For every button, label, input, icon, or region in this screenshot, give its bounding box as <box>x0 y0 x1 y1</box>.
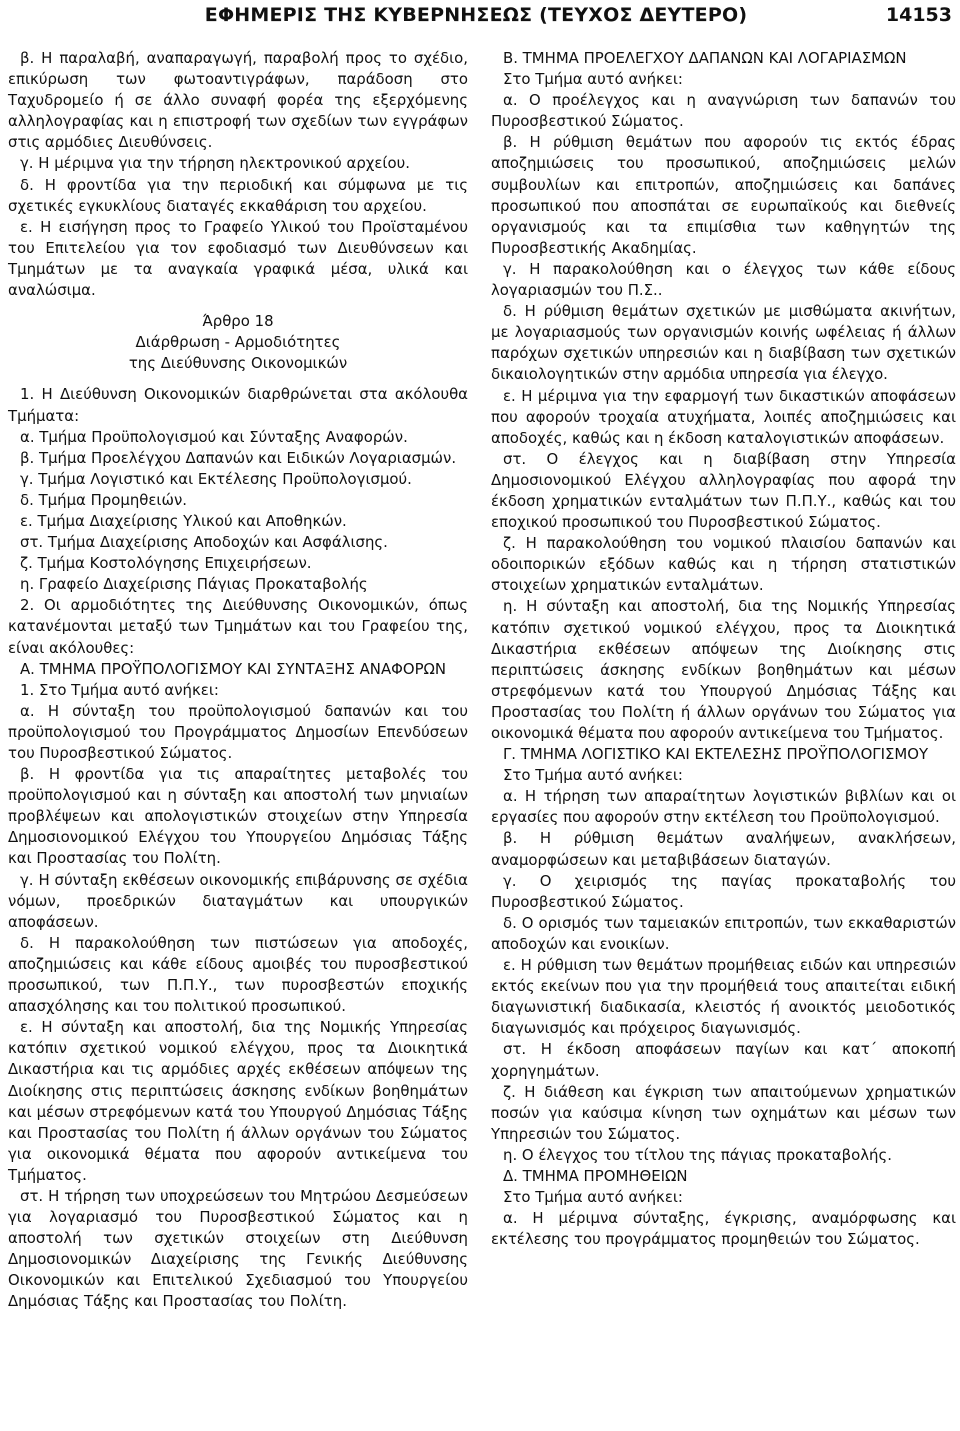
paragraph: δ. Ο ορισμός των ταμειακών επιτροπών, των εκκαθαριστών αποδοχών και ενοικίων. <box>491 913 956 953</box>
paragraph: β. Η ρύθμιση θεμάτων που αφορούν τις εκτός έδρας αποζημιώσεις του προσωπικού, αποζημιώσεις μελών συμβουλίων και επιτροπών, αποζημιώσεις και δαπάνες προσωπικού που αποσπάται σε ευρωπαϊκούς και διεθνείς οργανισμούς και τα επιμίσθια των καθηγητών της Πυροσβεστικής Ακαδημίας. <box>491 133 956 257</box>
paragraph: α. Η σύνταξη του προϋπολογισμού δαπανών και του προϋπολογισμού του Προγράμματος Δημοσίων Επενδύσεων του Πυροσβεστικού Σώματος. <box>8 701 468 762</box>
article-number: Άρθρο 18 <box>202 312 274 331</box>
paragraph: δ. Η φροντίδα για την περιοδική και σύμφωνα με τις σχετικές εγκυκλίους διαταγές εκκαθάριση του αρχείου. <box>8 175 468 215</box>
paragraph: β. Η φροντίδα για τις απαραίτητες μεταβολές του προϋπολογισμού και η σύνταξη και αποστολή των μηνιαίων προβλέψεων και απολογιστικών στοιχείων στην Υπηρεσία Δημοσιονομικού Ελέγχου του Υπουργείου Δημόσιας Τάξης και Προστασίας του Πολίτη. <box>8 765 468 868</box>
section-heading: Γ. ΤΜΗΜΑ ΛΟΓΙΣΤΙΚΟ ΚΑΙ ΕΚΤΕΛΕΣΗΣ ΠΡΟΫΠΟΛΟΓΙΣΜΟΥ <box>503 745 929 764</box>
article-title-line: Διάρθρωση ‑ Αρμοδιότητες <box>135 333 341 352</box>
paragraph: η. Η σύνταξη και αποστολή, δια της Νομικής Υπηρεσίας κατόπιν σχετικού νομικού ελέγχου, προς τα Διοικητικά Δικαστήρια εκθέσεων απόψεων της Διοίκησης στις περιπτώσεις άσκησης ενδίκων βοηθημάτων και μέσων στρεφόμενων κατά του Υπουργού Δημόσιας Τάξης και Προστασίας του Πολίτη ή άλλων οργάνων του Σώματος για οικονομικά θέματα που αφορούν αντικείμενα του Τμήματος. <box>491 597 956 742</box>
paragraph: 1. Η Διεύθυνση Οικονομικών διαρθρώνεται στα ακόλουθα Τμήματα: <box>8 385 468 425</box>
paragraph: ε. Η ρύθμιση των θεμάτων προμήθειας ειδών και υπηρεσιών εκτός εκείνων που για την προμήθειά τους απαιτείται ειδική διαγωνιστική διαδικασία, κλειστός ή ανοικτός μειοδοτικός διαγωνισμός και πρόχειρος διαγωνισμός. <box>491 956 956 1038</box>
article-heading <box>8 311 468 374</box>
gazette-title: ΕΦΗΜΕΡΙΣ ΤΗΣ ΚΥΒΕΡΝΗΣΕΩΣ (ΤΕΥΧΟΣ ΔΕΥΤΕΡΟ) <box>204 4 748 26</box>
paragraph: ζ. Η παρακολούθηση του νομικού πλαισίου δαπανών και οδοιπορικών εξόδων καθώς και η τήρηση στατιστικών στοιχείων χρηματικών ενταλμάτων. <box>491 534 956 595</box>
paragraph: β. Η παραλαβή, αναπαραγωγή, παραβολή προς το σχέδιο, επικύρωση των φωτοαντιγράφων, παράδοση στο Ταχυδρομείο ή σε άλλο συναφή φορέα της εξερχόμενης αλληλογραφίας και η επιστροφή των σχεδίων των εγγράφων στις αρμόδιες Διευθύνσεις. <box>8 49 468 152</box>
paragraph: Στο Τμήμα αυτό ανήκει: <box>503 1188 683 1207</box>
paragraph: ε. Η εισήγηση προς το Γραφείο Υλικού του Προϊσταμένου του Επιτελείου για τον εφοδιασμό των Διευθύνσεων και Τμημάτων με τα αναγκαία γραφικά μέσα, υλικά και αναλώσιμα. <box>8 217 468 300</box>
list-item: στ. Τμήμα Διαχείρισης Αποδοχών και Ασφάλισης. <box>20 533 388 552</box>
list-item: δ. Τμήμα Προμηθειών. <box>20 490 187 509</box>
paragraph: Στο Τμήμα αυτό ανήκει: <box>503 70 683 89</box>
paragraph: γ. Ο χειρισμός της παγίας προκαταβολής του Πυροσβεστικού Σώματος. <box>491 871 956 911</box>
paragraph: 2. Οι αρμοδιότητες της Διεύθυνσης Οικονομικών, όπως κατανέμονται μεταξύ των Τμημάτων και του Γραφείου της, είναι ακόλουθες: <box>8 596 468 657</box>
paragraph: α. Ο προέλεγχος και η αναγνώριση των δαπανών του Πυροσβεστικού Σώματος. <box>491 91 956 131</box>
list-item: γ. Τμήμα Λογιστικό και Εκτέλεσης Προϋπολογισμού. <box>20 469 412 488</box>
section-heading: Δ. ΤΜΗΜΑ ΠΡΟΜΗΘΕΙΩΝ <box>503 1166 688 1185</box>
paragraph: α. Η μέριμνα σύνταξης, έγκρισης, αναμόρφωσης και εκτέλεσης του προγράμματος προμηθειών του Σώματος. <box>491 1209 956 1249</box>
section-heading: Α. ΤΜΗΜΑ ΠΡΟΫΠΟΛΟΓΙΣΜΟΥ ΚΑΙ ΣΥΝΤΑΞΗΣ ΑΝΑΦΟΡΩΝ <box>20 659 447 678</box>
paragraph: στ. Η τήρηση των υποχρεώσεων του Μητρώου Δεσμεύσεων για λογαριασμό του Πυροσβεστικού Σώματος και η αποστολή των σχετικών στοιχείων στη Διεύθυνση Δημοσιονομικών Διαχείρισης της Γενικής Διεύθυνσης Οικονομικών και Επιτελικού Σχεδιασμού του Υπουργείου Δημόσιας Τάξης και Προστασίας του Πολίτη. <box>8 1186 468 1311</box>
paragraph: β. Η ρύθμιση θεμάτων αναλήψεων, ανακλήσεων, αναμορφώσεων και μεταβιβάσεων διαταγών. <box>491 829 956 869</box>
list-item: ε. Τμήμα Διαχείρισης Υλικού και Αποθηκών. <box>20 511 347 530</box>
paragraph: α. Η τήρηση των απαραίτητων λογιστικών βιβλίων και οι εργασίες που αφορούν στην εκτέλεση του Προϋπολογισμού. <box>491 787 956 827</box>
paragraph: γ. Η σύνταξη εκθέσεων οικονομικής επιβάρυνσης σε σχέδια νόμων, προεδρικών διαταγμάτων και υπουργικών αποφάσεων. <box>8 870 468 931</box>
paragraph: Στο Τμήμα αυτό ανήκει: <box>503 766 683 785</box>
list-item: α. Τμήμα Προϋπολογισμού και Σύνταξης Αναφορών. <box>20 427 408 446</box>
list-item: ζ. Τμήμα Κοστολόγησης Επιχειρήσεων. <box>20 554 312 573</box>
paragraph: δ. Η ρύθμιση θεμάτων σχετικών με μισθώματα ακινήτων, με λογαριασμούς των οργανισμών κοινής ωφέλειας ή άλλων παρόχων σχετικών υπηρεσιών και η διαβίβαση των σχετικών δικαιολογητικών στην αρμόδια υπηρεσία για έλεγχο. <box>491 302 956 384</box>
page-header <box>0 0 960 30</box>
paragraph: γ. Η παρακολούθηση και ο έλεγχος των κάθε είδους λογαριασμών του Π.Σ.. <box>491 259 956 300</box>
paragraph: 1. Στο Τμήμα αυτό ανήκει: <box>20 680 219 699</box>
paragraph: ε. Η μέριμνα για την εφαρμογή των δικαστικών αποφάσεων που αφορούν τροχαία ατυχήματα, λοιπές αποζημιώσεις και αποδοχές, καθώς και η έκδοση καταλογιστικών αποφάσεων. <box>491 386 956 447</box>
paragraph: ζ. Η διάθεση και έγκριση των απαιτούμενων χρηματικών ποσών για καύσιμα κίνηση των οχημάτων και μέσων των Υπηρεσιών του Σώματος. <box>491 1082 956 1143</box>
paragraph: η. Ο έλεγχος του τίτλου της πάγιας προκαταβολής. <box>503 1145 892 1164</box>
paragraph: δ. Η παρακολούθηση των πιστώσεων για αποδοχές, αποζημιώσεις και κάθε είδους αμοιβές του πυροσβεστικού προσωπικού, των Π.Π.Υ., των πυροσβεστών εποχικής απασχόλησης και του πολιτικού προσωπικού. <box>8 933 468 1016</box>
right-column <box>491 48 956 1250</box>
left-column <box>8 48 468 1313</box>
section-heading: Β. ΤΜΗΜΑ ΠΡΟΕΛΕΓΧΟΥ ΔΑΠΑΝΩΝ ΚΑΙ ΛΟΓΑΡΙΑΣΜΩΝ <box>503 49 907 67</box>
paragraph: γ. Η μέριμνα για την τήρηση ηλεκτρονικού αρχείου. <box>20 154 410 173</box>
article-title-line: της Διεύθυνσης Οικονομικών <box>128 354 348 373</box>
paragraph: ε. Η σύνταξη και αποστολή, δια της Νομικής Υπηρεσίας κατόπιν σχετικού νομικού ελέγχου, προς τα Διοικητικά Δικαστήρια και τις αρμόδιες αρχές εκθέσεων απόψεων της Διοίκησης στις περιπτώσεις άσκησης ενδίκων βοηθημάτων και μέσων στρεφόμενων κατά του Υπουργού Δημόσιας Τάξης και Προστασίας του Πολίτη ή άλλων οργάνων του Σώματος για οικονομικά θέματα που αφορούν αντικείμενα του Τμήματος. <box>8 1018 468 1184</box>
list-item: η. Γραφείο Διαχείρισης Πάγιας Προκαταβολής <box>20 575 368 594</box>
paragraph: στ. Ο έλεγχος και η διαβίβαση στην Υπηρεσία Δημοσιονομικού Ελέγχου αλληλογραφίας που αφορά την έκδοση χρηματικών ενταλμάτων των Π.Π.Υ., καθώς και του εποχικού προσωπικού του Πυροσβεστικού Σώματος. <box>491 449 956 532</box>
page-number: 14153 <box>885 4 952 26</box>
list-item: β. Τμήμα Προελέγχου Δαπανών και Ειδικών Λογαριασμών. <box>20 448 457 467</box>
paragraph: στ. Η έκδοση αποφάσεων παγίων και κατ΄ αποκοπή χορηγημάτων. <box>491 1040 956 1080</box>
